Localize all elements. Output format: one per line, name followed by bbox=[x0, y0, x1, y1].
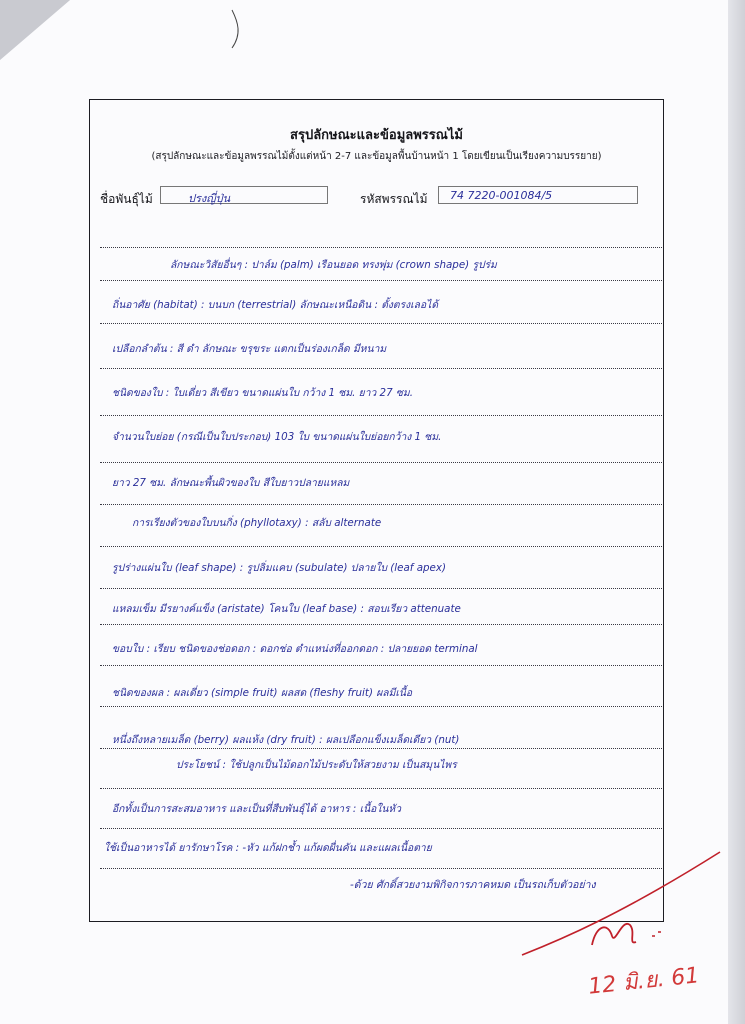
handwritten-line-7: การเรียงตัวของใบบนกิ่ง (phyllotaxy) : สลับ alternate bbox=[132, 517, 382, 529]
handwritten-line-9: แหลมเข็ม มีรยางค์แข็ง (aristate) โคนใบ (leaf base) : สอบเรียว attenuate bbox=[112, 603, 461, 615]
handwritten-line-13: ประโยชน์ : ใช้ปลูกเป็นไม้ดอกไม้ประดับให้สวยงาม เป็นสมุนไพร bbox=[176, 759, 457, 771]
handwritten-line-6: ยาว 27 ซม. ลักษณะพื้นผิวของใบ สีใบยาวปลายแหลม bbox=[112, 477, 350, 489]
handwritten-line-8: รูปร่างแผ่นใบ (leaf shape) : รูปลิ่มแคบ (subulate) ปลายใบ (leaf apex) bbox=[112, 562, 446, 574]
species-value: ปรงญี่ปุ่น bbox=[188, 192, 231, 205]
date-stamp: 12 มิ.ย. 61 bbox=[587, 963, 701, 1000]
handwritten-line-10: ขอบใบ : เรียบ ชนิดของช่อดอก : ดอกช่อ ตำแหน่งที่ออกดอก : ปลายยอด terminal bbox=[112, 643, 478, 655]
handwritten-line-12: หนึ่งถึงหลายเมล็ด (berry) ผลแห้ง (dry fruit) : ผลเปลือกแข็งเมล็ดเดียว (nut) bbox=[112, 734, 460, 746]
form-title: สรุปลักษณะและข้อมูลพรรณไม้ bbox=[290, 128, 463, 143]
handwritten-line-2: ถิ่นอาศัย (habitat) : บนบก (terrestrial) ลักษณะเหนือดิน : ตั้งตรงเลอได้ bbox=[112, 299, 439, 311]
handwritten-line-3: เปลือกลำต้น : สี ดำ ลักษณะ ขรุขระ แตกเป็นร่องเกล็ด มีหนาม bbox=[112, 343, 387, 355]
handwritten-line-5: จำนวนใบย่อย (กรณีเป็นใบประกอบ) 103 ใบ ขนาดแผ่นใบย่อยกว้าง 1 ซม. bbox=[112, 431, 442, 443]
code-label: รหัสพรรณไม้ bbox=[360, 192, 428, 206]
form-subtitle: (สรุปลักษณะและข้อมูลพรรณไม้ตั้งแต่หน้า 2-7 และข้อมูลพื้นบ้านหน้า 1 โดยเขียนเป็นเรียงความบรรยาย) bbox=[151, 151, 602, 162]
handwritten-line-4: ชนิดของใบ : ใบเดี่ยว สีเขียว ขนาดแผ่นใบ กว้าง 1 ซม. ยาว 27 ซม. bbox=[112, 387, 413, 399]
code-value: 74 7220-001084/5 bbox=[450, 189, 553, 202]
handwritten-line-11: ชนิดของผล : ผลเดี่ยว (simple fruit) ผลสด (fleshy fruit) ผลมีเนื้อ bbox=[112, 687, 413, 699]
handwritten-line-1: ลักษณะวิสัยอื่นๆ : ปาล์ม (palm) เรือนยอด ทรงพุ่ม (crown shape) รูปร่ม bbox=[170, 259, 497, 271]
species-label: ชื่อพันธุ์ไม้ bbox=[100, 192, 153, 206]
handwritten-line-15: ใช้เป็นอาหารได้ ยารักษาโรค : -หัว แก้ฝกช้ำ แก้ผดผื่นคัน และแผลเนื้อตาย bbox=[104, 842, 432, 854]
collector-name: -ด้วย ศักดิ์สวยงามพิกิจการภาคหมด เป็นรถเก็บตัวอย่าง bbox=[350, 879, 596, 891]
handwritten-line-14: อีกทั้งเป็นการสะสมอาหาร และเป็นที่สืบพันธุ์ได้ อาหาร : เนื้อในหัว bbox=[112, 803, 401, 815]
